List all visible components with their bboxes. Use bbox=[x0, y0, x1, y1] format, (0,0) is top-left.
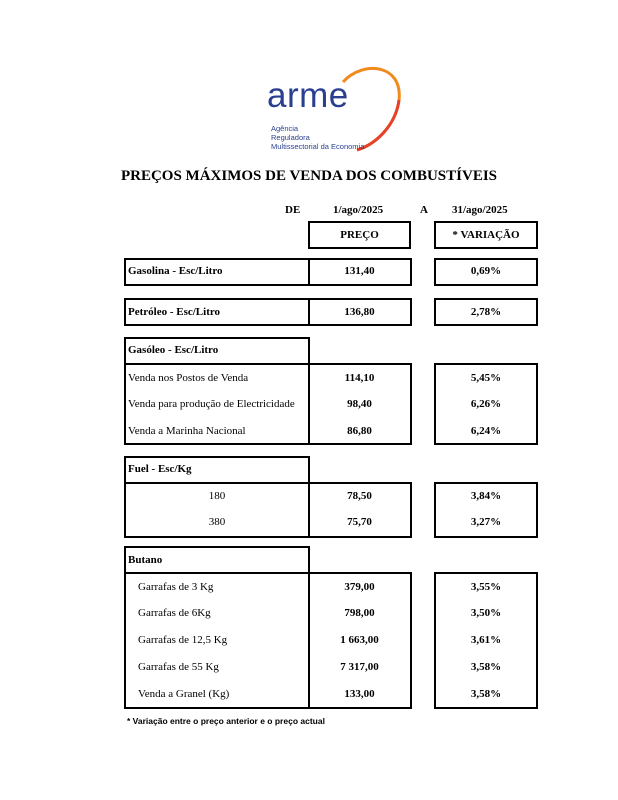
gasoleo-row-1-variation: 5,45% bbox=[470, 372, 502, 384]
gasoleo-row-1-price: 114,10 bbox=[344, 372, 375, 384]
logo-line-1: Agência bbox=[271, 124, 299, 133]
page-title: PREÇOS MÁXIMOS DE VENDA DOS COMBUSTÍVEIS bbox=[120, 168, 498, 184]
petroleo-variation: 2,78% bbox=[470, 306, 502, 318]
logo-word: arme bbox=[267, 76, 349, 115]
butano-row-5-price: 133,00 bbox=[344, 688, 375, 700]
logo-line-3: Multissectorial da Economia bbox=[271, 142, 365, 151]
butano-row-1-price: 379,00 bbox=[344, 581, 375, 593]
butano-row-2-label: Garrafas de 6Kg bbox=[138, 607, 211, 619]
butano-row-1-label: Garrafas de 3 Kg bbox=[138, 581, 214, 593]
gasoleo-row-3-variation: 6,24% bbox=[470, 425, 502, 437]
butano-row-1-variation: 3,55% bbox=[470, 581, 502, 593]
fuel-row-1-price: 78,50 bbox=[347, 490, 372, 502]
variation-header: * VARIAÇÃO bbox=[452, 229, 520, 241]
petroleo-label: Petróleo - Esc/Litro bbox=[128, 306, 221, 318]
period-start: 1/ago/2025 bbox=[333, 204, 384, 216]
butano-row-3-variation: 3,61% bbox=[470, 634, 502, 646]
gasoleo-row-3-price: 86,80 bbox=[347, 425, 372, 437]
fuel-row-1-variation: 3,84% bbox=[470, 490, 502, 502]
gasolina-variation: 0,69% bbox=[470, 265, 502, 277]
price-header: PREÇO bbox=[340, 229, 379, 241]
gasoleo-label: Gasóleo - Esc/Litro bbox=[128, 344, 219, 356]
gasoleo-row-2-variation: 6,26% bbox=[470, 398, 502, 410]
fuel-row-1-label: 180 bbox=[208, 490, 226, 502]
gasoleo-row-3-label: Venda a Marinha Nacional bbox=[128, 425, 246, 437]
gasoleo-row-2-price: 98,40 bbox=[347, 398, 372, 410]
fuel-row-2-label: 380 bbox=[208, 516, 226, 528]
arme-logo bbox=[265, 62, 405, 154]
butano-row-4-price: 7 317,00 bbox=[340, 661, 379, 673]
period-end: 31/ago/2025 bbox=[452, 204, 508, 216]
butano-row-2-price: 798,00 bbox=[344, 607, 375, 619]
period-de: DE bbox=[285, 204, 301, 216]
gasolina-label: Gasolina - Esc/Litro bbox=[128, 265, 223, 277]
gasolina-price: 131,40 bbox=[344, 265, 375, 277]
butano-row-5-variation: 3,58% bbox=[470, 688, 502, 700]
butano-row-4-variation: 3,58% bbox=[470, 661, 502, 673]
gasoleo-row-2-label: Venda para produção de Electricidade bbox=[128, 398, 295, 410]
gasoleo-row-1-label: Venda nos Postos de Venda bbox=[128, 372, 249, 384]
butano-row-3-price: 1 663,00 bbox=[340, 634, 379, 646]
period-a: A bbox=[420, 204, 428, 216]
fuel-row-2-variation: 3,27% bbox=[470, 516, 502, 528]
butano-row-3-label: Garrafas de 12,5 Kg bbox=[138, 634, 228, 646]
footnote: * Variação entre o preço anterior e o preço actual bbox=[127, 716, 325, 726]
petroleo-price: 136,80 bbox=[344, 306, 375, 318]
butano-label: Butano bbox=[128, 554, 163, 566]
fuel-label: Fuel - Esc/Kg bbox=[128, 463, 192, 475]
butano-row-2-variation: 3,50% bbox=[470, 607, 502, 619]
butano-row-5-label: Venda a Granel (Kg) bbox=[138, 688, 230, 700]
butano-row-4-label: Garrafas de 55 Kg bbox=[138, 661, 219, 673]
logo-line-2: Reguladora bbox=[271, 133, 310, 142]
fuel-row-2-price: 75,70 bbox=[347, 516, 372, 528]
